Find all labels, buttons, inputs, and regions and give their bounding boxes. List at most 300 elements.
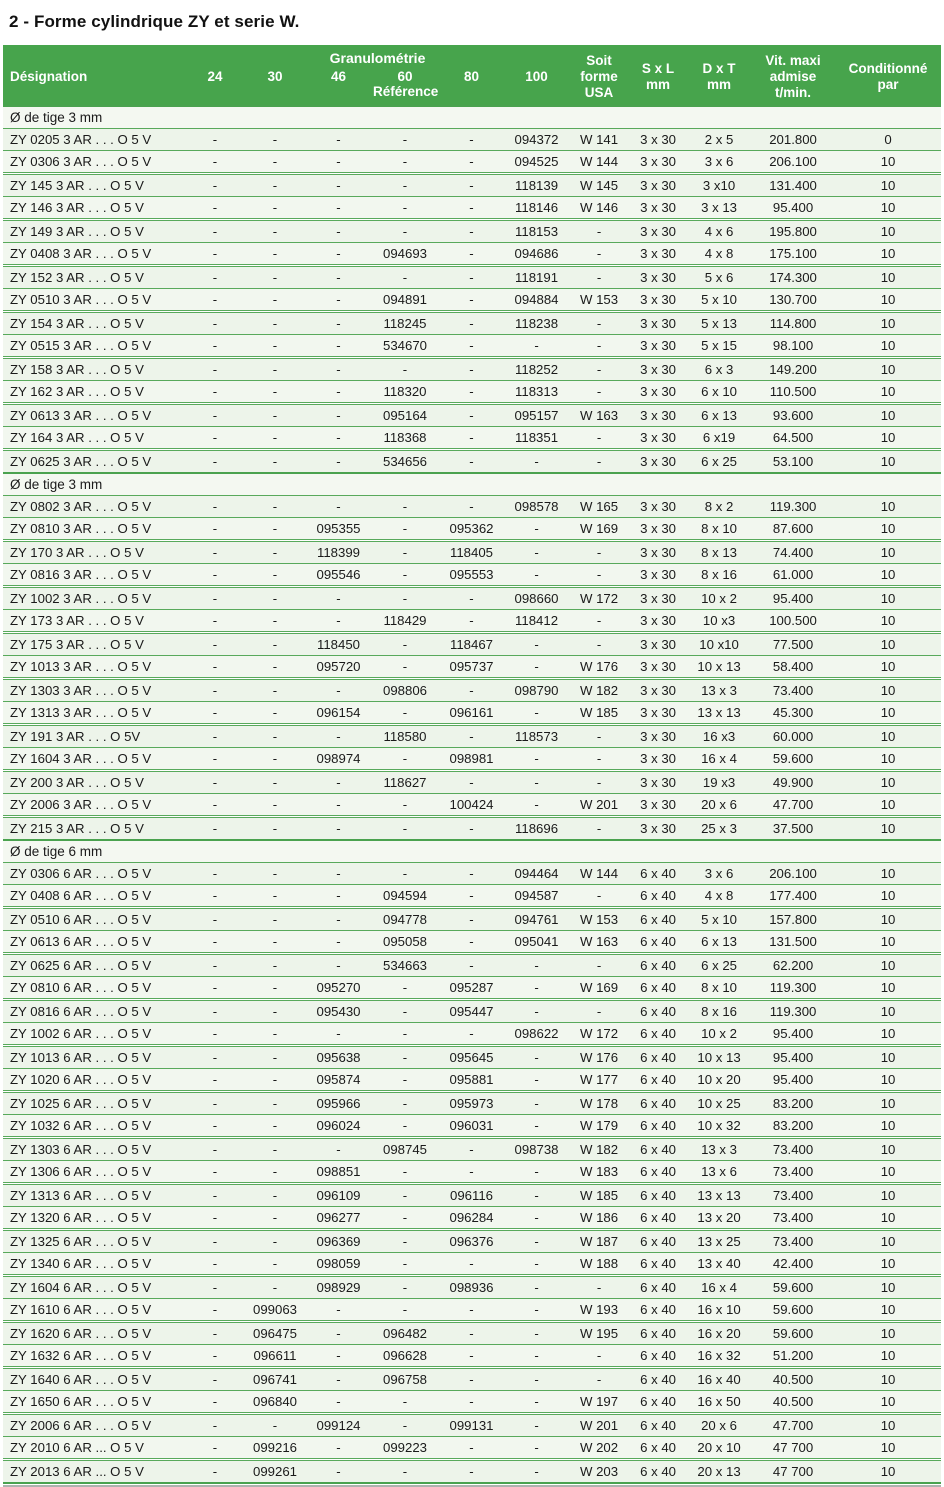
cell-grit-30: - bbox=[244, 679, 306, 702]
cell-grit-30: - bbox=[244, 1115, 306, 1138]
cell-usa-form: W 185 bbox=[569, 702, 629, 725]
cell-usa-form: W 187 bbox=[569, 1230, 629, 1253]
cell-grit-80: - bbox=[439, 1460, 504, 1484]
cell-designation: ZY 1032 6 AR . . . O 5 V bbox=[3, 1115, 186, 1138]
cell-grit-30: - bbox=[244, 817, 306, 841]
cell-conditionne: 10 bbox=[835, 266, 941, 289]
cell-grit-60: - bbox=[371, 1184, 439, 1207]
cell-grit-80: 096376 bbox=[439, 1230, 504, 1253]
cell-sxl: 3 x 30 bbox=[629, 220, 687, 243]
cell-grit-30: - bbox=[244, 977, 306, 1000]
cell-dxt: 20 x 6 bbox=[687, 1414, 751, 1437]
table-row bbox=[3, 1322, 941, 1345]
cell-conditionne: 10 bbox=[835, 1000, 941, 1023]
cell-grit-100: 098738 bbox=[504, 1138, 569, 1161]
cell-conditionne: 10 bbox=[835, 174, 941, 197]
cell-grit-80: - bbox=[439, 587, 504, 610]
cell-usa-form: - bbox=[569, 771, 629, 794]
cell-grit-46: - bbox=[306, 289, 371, 312]
cell-designation: ZY 1020 6 AR . . . O 5 V bbox=[3, 1069, 186, 1092]
cell-designation: ZY 1604 6 AR . . . O 5 V bbox=[3, 1276, 186, 1299]
cell-usa-form: W 179 bbox=[569, 1115, 629, 1138]
cell-vit-maxi: 59.600 bbox=[751, 748, 835, 771]
cell-conditionne: 10 bbox=[835, 518, 941, 541]
cell-vit-maxi: 61.000 bbox=[751, 564, 835, 587]
table-row bbox=[3, 817, 941, 841]
cell-sxl: 3 x 30 bbox=[629, 174, 687, 197]
cell-dxt: 5 x 10 bbox=[687, 908, 751, 931]
cell-grit-24: - bbox=[186, 220, 244, 243]
cell-grit-30: 096611 bbox=[244, 1345, 306, 1368]
cell-designation: ZY 0515 3 AR . . . O 5 V bbox=[3, 335, 186, 358]
cell-usa-form: - bbox=[569, 266, 629, 289]
cell-grit-24: - bbox=[186, 817, 244, 841]
cell-grit-30: - bbox=[244, 129, 306, 151]
cell-grit-100: - bbox=[504, 954, 569, 977]
cell-designation: ZY 164 3 AR . . . O 5 V bbox=[3, 427, 186, 450]
cell-conditionne: 10 bbox=[835, 1345, 941, 1368]
cell-grit-100: - bbox=[504, 1184, 569, 1207]
cell-vit-maxi: 58.400 bbox=[751, 656, 835, 679]
cell-designation: ZY 0802 3 AR . . . O 5 V bbox=[3, 496, 186, 518]
cell-grit-30: - bbox=[244, 1138, 306, 1161]
cell-grit-24: - bbox=[186, 1207, 244, 1230]
cell-sxl: 3 x 30 bbox=[629, 427, 687, 450]
cell-vit-maxi: 201.800 bbox=[751, 129, 835, 151]
cell-conditionne: 10 bbox=[835, 358, 941, 381]
cell-usa-form: - bbox=[569, 243, 629, 266]
cell-grit-30: - bbox=[244, 1069, 306, 1092]
cell-vit-maxi: 174.300 bbox=[751, 266, 835, 289]
cell-grit-30: - bbox=[244, 358, 306, 381]
cell-dxt: 6 x 3 bbox=[687, 358, 751, 381]
cell-dxt: 16 x 4 bbox=[687, 748, 751, 771]
cell-grit-60: - bbox=[371, 587, 439, 610]
cell-grit-30: - bbox=[244, 1000, 306, 1023]
cell-grit-24: - bbox=[186, 129, 244, 151]
cell-conditionne: 10 bbox=[835, 702, 941, 725]
cell-sxl: 6 x 40 bbox=[629, 1023, 687, 1046]
cell-grit-24: - bbox=[186, 358, 244, 381]
cell-sxl: 6 x 40 bbox=[629, 1092, 687, 1115]
cell-grit-100: 118238 bbox=[504, 312, 569, 335]
cell-grit-24: - bbox=[186, 1161, 244, 1184]
col-header-cond: Conditionné par bbox=[835, 45, 941, 106]
cell-designation: ZY 1025 6 AR . . . O 5 V bbox=[3, 1092, 186, 1115]
cell-designation: ZY 0625 6 AR . . . O 5 V bbox=[3, 954, 186, 977]
cell-vit-maxi: 95.400 bbox=[751, 1069, 835, 1092]
cell-conditionne: 10 bbox=[835, 1276, 941, 1299]
cell-grit-100: 094587 bbox=[504, 885, 569, 908]
cell-grit-60: 534656 bbox=[371, 450, 439, 474]
cell-designation: ZY 0510 3 AR . . . O 5 V bbox=[3, 289, 186, 312]
cell-vit-maxi: 149.200 bbox=[751, 358, 835, 381]
cell-designation: ZY 1604 3 AR . . . O 5 V bbox=[3, 748, 186, 771]
cell-dxt: 16 x 20 bbox=[687, 1322, 751, 1345]
cell-dxt: 5 x 10 bbox=[687, 289, 751, 312]
table-row bbox=[3, 129, 941, 151]
cell-conditionne: 10 bbox=[835, 427, 941, 450]
cell-conditionne: 10 bbox=[835, 220, 941, 243]
cell-grit-46: - bbox=[306, 129, 371, 151]
cell-grit-60: - bbox=[371, 1253, 439, 1276]
cell-conditionne: 10 bbox=[835, 885, 941, 908]
cell-dxt: 6 x 13 bbox=[687, 931, 751, 954]
cell-conditionne: 10 bbox=[835, 725, 941, 748]
cell-conditionne: 10 bbox=[835, 794, 941, 817]
cell-grit-60: 094693 bbox=[371, 243, 439, 266]
cell-designation: ZY 175 3 AR . . . O 5 V bbox=[3, 633, 186, 656]
cell-vit-maxi: 95.400 bbox=[751, 1023, 835, 1046]
cell-designation: ZY 1002 3 AR . . . O 5 V bbox=[3, 587, 186, 610]
section-row bbox=[3, 473, 941, 496]
table-header bbox=[3, 45, 941, 106]
cell-grit-60: - bbox=[371, 1460, 439, 1484]
cell-grit-100: - bbox=[504, 1368, 569, 1391]
table-row bbox=[3, 1023, 941, 1046]
cell-grit-80: - bbox=[439, 1368, 504, 1391]
cell-conditionne: 10 bbox=[835, 335, 941, 358]
cell-grit-24: - bbox=[186, 1253, 244, 1276]
cell-grit-80: - bbox=[439, 1161, 504, 1184]
cell-dxt: 8 x 10 bbox=[687, 977, 751, 1000]
cell-grit-100: - bbox=[504, 656, 569, 679]
cell-vit-maxi: 195.800 bbox=[751, 220, 835, 243]
cell-grit-60: 096482 bbox=[371, 1322, 439, 1345]
cell-grit-80: - bbox=[439, 931, 504, 954]
cell-designation: ZY 0408 6 AR . . . O 5 V bbox=[3, 885, 186, 908]
cell-grit-30: - bbox=[244, 427, 306, 450]
cell-grit-80: - bbox=[439, 312, 504, 335]
cell-conditionne: 10 bbox=[835, 771, 941, 794]
cell-grit-46: - bbox=[306, 908, 371, 931]
cell-grit-24: - bbox=[186, 587, 244, 610]
cell-grit-46: 096369 bbox=[306, 1230, 371, 1253]
table-row bbox=[3, 1184, 941, 1207]
cell-designation: ZY 1013 6 AR . . . O 5 V bbox=[3, 1046, 186, 1069]
cell-designation: ZY 0306 6 AR . . . O 5 V bbox=[3, 863, 186, 885]
table-row bbox=[3, 450, 941, 474]
cell-grit-80: - bbox=[439, 885, 504, 908]
cell-grit-46: 118399 bbox=[306, 541, 371, 564]
cell-grit-46: 099124 bbox=[306, 1414, 371, 1437]
cell-usa-form: W 178 bbox=[569, 1092, 629, 1115]
cell-vit-maxi: 77.500 bbox=[751, 633, 835, 656]
cell-grit-100: 094464 bbox=[504, 863, 569, 885]
cell-grit-30: - bbox=[244, 518, 306, 541]
cell-grit-24: - bbox=[186, 1322, 244, 1345]
cell-grit-100: 098790 bbox=[504, 679, 569, 702]
cell-designation: ZY 215 3 AR . . . O 5 V bbox=[3, 817, 186, 841]
cell-grit-30: - bbox=[244, 541, 306, 564]
cell-grit-24: - bbox=[186, 863, 244, 885]
cell-sxl: 6 x 40 bbox=[629, 1414, 687, 1437]
cell-grit-46: - bbox=[306, 427, 371, 450]
cell-grit-24: - bbox=[186, 541, 244, 564]
cell-grit-24: - bbox=[186, 151, 244, 174]
cell-conditionne: 10 bbox=[835, 564, 941, 587]
cell-grit-24: - bbox=[186, 1000, 244, 1023]
cell-vit-maxi: 119.300 bbox=[751, 977, 835, 1000]
cell-grit-24: - bbox=[186, 1230, 244, 1253]
cell-conditionne: 10 bbox=[835, 1023, 941, 1046]
cell-grit-46: - bbox=[306, 404, 371, 427]
table-row bbox=[3, 1207, 941, 1230]
cell-grit-46: 096154 bbox=[306, 702, 371, 725]
table-row bbox=[3, 404, 941, 427]
cell-designation: ZY 0816 6 AR . . . O 5 V bbox=[3, 1000, 186, 1023]
cell-dxt: 10 x 32 bbox=[687, 1115, 751, 1138]
cell-grit-60: 118580 bbox=[371, 725, 439, 748]
cell-vit-maxi: 110.500 bbox=[751, 381, 835, 404]
table-row bbox=[3, 1345, 941, 1368]
cell-designation: ZY 1325 6 AR . . . O 5 V bbox=[3, 1230, 186, 1253]
cell-dxt: 3 x 6 bbox=[687, 151, 751, 174]
cell-usa-form: - bbox=[569, 885, 629, 908]
table-row bbox=[3, 977, 941, 1000]
cell-vit-maxi: 175.100 bbox=[751, 243, 835, 266]
cell-conditionne: 10 bbox=[835, 243, 941, 266]
cell-designation: ZY 154 3 AR . . . O 5 V bbox=[3, 312, 186, 335]
table-row bbox=[3, 1414, 941, 1437]
cell-grit-100: - bbox=[504, 1414, 569, 1437]
cell-usa-form: W 182 bbox=[569, 1138, 629, 1161]
cell-grit-30: - bbox=[244, 1414, 306, 1437]
cell-grit-24: - bbox=[186, 702, 244, 725]
cell-dxt: 13 x 13 bbox=[687, 1184, 751, 1207]
cell-grit-80: - bbox=[439, 863, 504, 885]
cell-usa-form: W 201 bbox=[569, 794, 629, 817]
cell-grit-80: - bbox=[439, 954, 504, 977]
cell-grit-46: - bbox=[306, 817, 371, 841]
cell-vit-maxi: 51.200 bbox=[751, 1345, 835, 1368]
cell-grit-30: - bbox=[244, 771, 306, 794]
cell-grit-100: - bbox=[504, 702, 569, 725]
cell-grit-100: - bbox=[504, 633, 569, 656]
cell-grit-60: - bbox=[371, 1023, 439, 1046]
cell-usa-form: W 185 bbox=[569, 1184, 629, 1207]
cell-sxl: 3 x 30 bbox=[629, 129, 687, 151]
cell-grit-24: - bbox=[186, 1437, 244, 1460]
cell-designation: ZY 158 3 AR . . . O 5 V bbox=[3, 358, 186, 381]
cell-grit-24: - bbox=[186, 335, 244, 358]
cell-grit-60: 118368 bbox=[371, 427, 439, 450]
cell-grit-46: - bbox=[306, 587, 371, 610]
cell-sxl: 3 x 30 bbox=[629, 151, 687, 174]
cell-grit-24: - bbox=[186, 1092, 244, 1115]
cell-grit-46: - bbox=[306, 220, 371, 243]
cell-grit-24: - bbox=[186, 197, 244, 220]
cell-grit-100: 118153 bbox=[504, 220, 569, 243]
cell-grit-46: - bbox=[306, 243, 371, 266]
cell-grit-100: - bbox=[504, 771, 569, 794]
cell-sxl: 6 x 40 bbox=[629, 1391, 687, 1414]
cell-usa-form: W 172 bbox=[569, 587, 629, 610]
cell-grit-100: 118191 bbox=[504, 266, 569, 289]
cell-grit-46: - bbox=[306, 1391, 371, 1414]
cell-sxl: 6 x 40 bbox=[629, 1345, 687, 1368]
cell-grit-80: 095973 bbox=[439, 1092, 504, 1115]
cell-grit-30: - bbox=[244, 197, 306, 220]
cell-grit-60: - bbox=[371, 1276, 439, 1299]
cell-grit-30: - bbox=[244, 1023, 306, 1046]
cell-designation: ZY 149 3 AR . . . O 5 V bbox=[3, 220, 186, 243]
cell-usa-form: - bbox=[569, 220, 629, 243]
cell-grit-30: - bbox=[244, 289, 306, 312]
cell-grit-100: - bbox=[504, 977, 569, 1000]
cell-vit-maxi: 47 700 bbox=[751, 1460, 835, 1484]
cell-grit-100: - bbox=[504, 1276, 569, 1299]
cell-grit-60: 118245 bbox=[371, 312, 439, 335]
cell-grit-80: 096116 bbox=[439, 1184, 504, 1207]
cell-conditionne: 10 bbox=[835, 496, 941, 518]
cell-usa-form: W 169 bbox=[569, 518, 629, 541]
cell-grit-80: - bbox=[439, 174, 504, 197]
cell-usa-form: - bbox=[569, 1368, 629, 1391]
table-row bbox=[3, 1391, 941, 1414]
cell-vit-maxi: 45.300 bbox=[751, 702, 835, 725]
cell-designation: ZY 173 3 AR . . . O 5 V bbox=[3, 610, 186, 633]
cell-designation: ZY 0810 6 AR . . . O 5 V bbox=[3, 977, 186, 1000]
cell-grit-100: 098578 bbox=[504, 496, 569, 518]
cell-dxt: 10 x 2 bbox=[687, 1023, 751, 1046]
cell-grit-100: - bbox=[504, 1460, 569, 1484]
cell-grit-46: - bbox=[306, 1138, 371, 1161]
col-header-grit-80: 80 bbox=[439, 68, 504, 107]
cell-grit-46: - bbox=[306, 863, 371, 885]
table-row bbox=[3, 151, 941, 174]
table-row bbox=[3, 1368, 941, 1391]
cell-grit-100: - bbox=[504, 1437, 569, 1460]
cell-grit-60: 094778 bbox=[371, 908, 439, 931]
cell-usa-form: W 188 bbox=[569, 1253, 629, 1276]
cell-grit-30: - bbox=[244, 1253, 306, 1276]
cell-grit-80: 095362 bbox=[439, 518, 504, 541]
cell-grit-60: 094594 bbox=[371, 885, 439, 908]
cell-grit-100: 094372 bbox=[504, 129, 569, 151]
cell-vit-maxi: 119.300 bbox=[751, 496, 835, 518]
cell-conditionne: 10 bbox=[835, 450, 941, 474]
cell-conditionne: 10 bbox=[835, 1207, 941, 1230]
cell-dxt: 8 x 2 bbox=[687, 496, 751, 518]
col-header-vit: Vit. maxi admise t/min. bbox=[751, 45, 835, 106]
cell-dxt: 3 x 13 bbox=[687, 197, 751, 220]
cell-grit-80: 096161 bbox=[439, 702, 504, 725]
table-row bbox=[3, 312, 941, 335]
cell-grit-80: 096284 bbox=[439, 1207, 504, 1230]
cell-grit-60: - bbox=[371, 702, 439, 725]
cell-grit-100: 098622 bbox=[504, 1023, 569, 1046]
cell-vit-maxi: 206.100 bbox=[751, 863, 835, 885]
cell-vit-maxi: 95.400 bbox=[751, 1046, 835, 1069]
cell-grit-30: - bbox=[244, 381, 306, 404]
cell-vit-maxi: 53.100 bbox=[751, 450, 835, 474]
cell-conditionne: 10 bbox=[835, 289, 941, 312]
cell-designation: ZY 162 3 AR . . . O 5 V bbox=[3, 381, 186, 404]
cell-designation: ZY 0306 3 AR . . . O 5 V bbox=[3, 151, 186, 174]
cell-sxl: 3 x 30 bbox=[629, 587, 687, 610]
cell-sxl: 6 x 40 bbox=[629, 1046, 687, 1069]
cell-sxl: 3 x 30 bbox=[629, 243, 687, 266]
cell-designation: ZY 1632 6 AR . . . O 5 V bbox=[3, 1345, 186, 1368]
cell-grit-46: - bbox=[306, 1299, 371, 1322]
cell-grit-46: - bbox=[306, 151, 371, 174]
cell-grit-30: - bbox=[244, 450, 306, 474]
cell-grit-80: 095645 bbox=[439, 1046, 504, 1069]
cell-grit-30: - bbox=[244, 312, 306, 335]
cell-grit-60: - bbox=[371, 794, 439, 817]
cell-grit-46: 095270 bbox=[306, 977, 371, 1000]
cell-vit-maxi: 119.300 bbox=[751, 1000, 835, 1023]
cell-grit-46: - bbox=[306, 496, 371, 518]
cell-grit-60: - bbox=[371, 129, 439, 151]
cell-grit-46: - bbox=[306, 1345, 371, 1368]
cell-conditionne: 10 bbox=[835, 931, 941, 954]
cell-grit-60: - bbox=[371, 748, 439, 771]
cell-usa-form: - bbox=[569, 541, 629, 564]
table-row bbox=[3, 587, 941, 610]
table-row bbox=[3, 656, 941, 679]
cell-grit-46: - bbox=[306, 450, 371, 474]
cell-vit-maxi: 37.500 bbox=[751, 817, 835, 841]
cell-conditionne: 10 bbox=[835, 1322, 941, 1345]
cell-grit-46: - bbox=[306, 885, 371, 908]
cell-grit-60: 118627 bbox=[371, 771, 439, 794]
cell-grit-80: - bbox=[439, 151, 504, 174]
cell-usa-form: W 182 bbox=[569, 679, 629, 702]
cell-grit-46: - bbox=[306, 197, 371, 220]
section-row bbox=[3, 840, 941, 863]
cell-grit-100: - bbox=[504, 1253, 569, 1276]
cell-conditionne: 10 bbox=[835, 1138, 941, 1161]
cell-conditionne: 10 bbox=[835, 748, 941, 771]
col-header-grit-30: 30 bbox=[244, 68, 306, 107]
section-label: Ø de tige 6 mm bbox=[3, 840, 941, 863]
col-header-grit-100: 100 bbox=[504, 68, 569, 107]
cell-vit-maxi: 73.400 bbox=[751, 1207, 835, 1230]
cell-vit-maxi: 40.500 bbox=[751, 1391, 835, 1414]
cell-grit-24: - bbox=[186, 381, 244, 404]
col-header-dxt: D x T mm bbox=[687, 45, 751, 106]
cell-grit-80: - bbox=[439, 289, 504, 312]
cell-dxt: 10 x10 bbox=[687, 633, 751, 656]
table-row bbox=[3, 1276, 941, 1299]
cell-grit-100: 094884 bbox=[504, 289, 569, 312]
cell-usa-form: W 172 bbox=[569, 1023, 629, 1046]
cell-usa-form: - bbox=[569, 748, 629, 771]
cell-grit-46: - bbox=[306, 335, 371, 358]
cell-usa-form: W 202 bbox=[569, 1437, 629, 1460]
cell-grit-24: - bbox=[186, 1460, 244, 1484]
cell-vit-maxi: 64.500 bbox=[751, 427, 835, 450]
cell-grit-100: - bbox=[504, 794, 569, 817]
cell-conditionne: 10 bbox=[835, 610, 941, 633]
cell-grit-60: - bbox=[371, 1161, 439, 1184]
cell-sxl: 3 x 30 bbox=[629, 748, 687, 771]
table-row bbox=[3, 381, 941, 404]
cell-grit-30: 096741 bbox=[244, 1368, 306, 1391]
cell-dxt: 2 x 5 bbox=[687, 129, 751, 151]
cell-vit-maxi: 206.100 bbox=[751, 151, 835, 174]
col-header-grit-46: 46 bbox=[306, 68, 371, 107]
cell-grit-60: - bbox=[371, 1230, 439, 1253]
cell-grit-30: - bbox=[244, 725, 306, 748]
cell-dxt: 13 x 13 bbox=[687, 702, 751, 725]
cell-grit-46: - bbox=[306, 1460, 371, 1484]
cell-grit-30: - bbox=[244, 1207, 306, 1230]
cell-grit-30: - bbox=[244, 908, 306, 931]
cell-sxl: 3 x 30 bbox=[629, 358, 687, 381]
